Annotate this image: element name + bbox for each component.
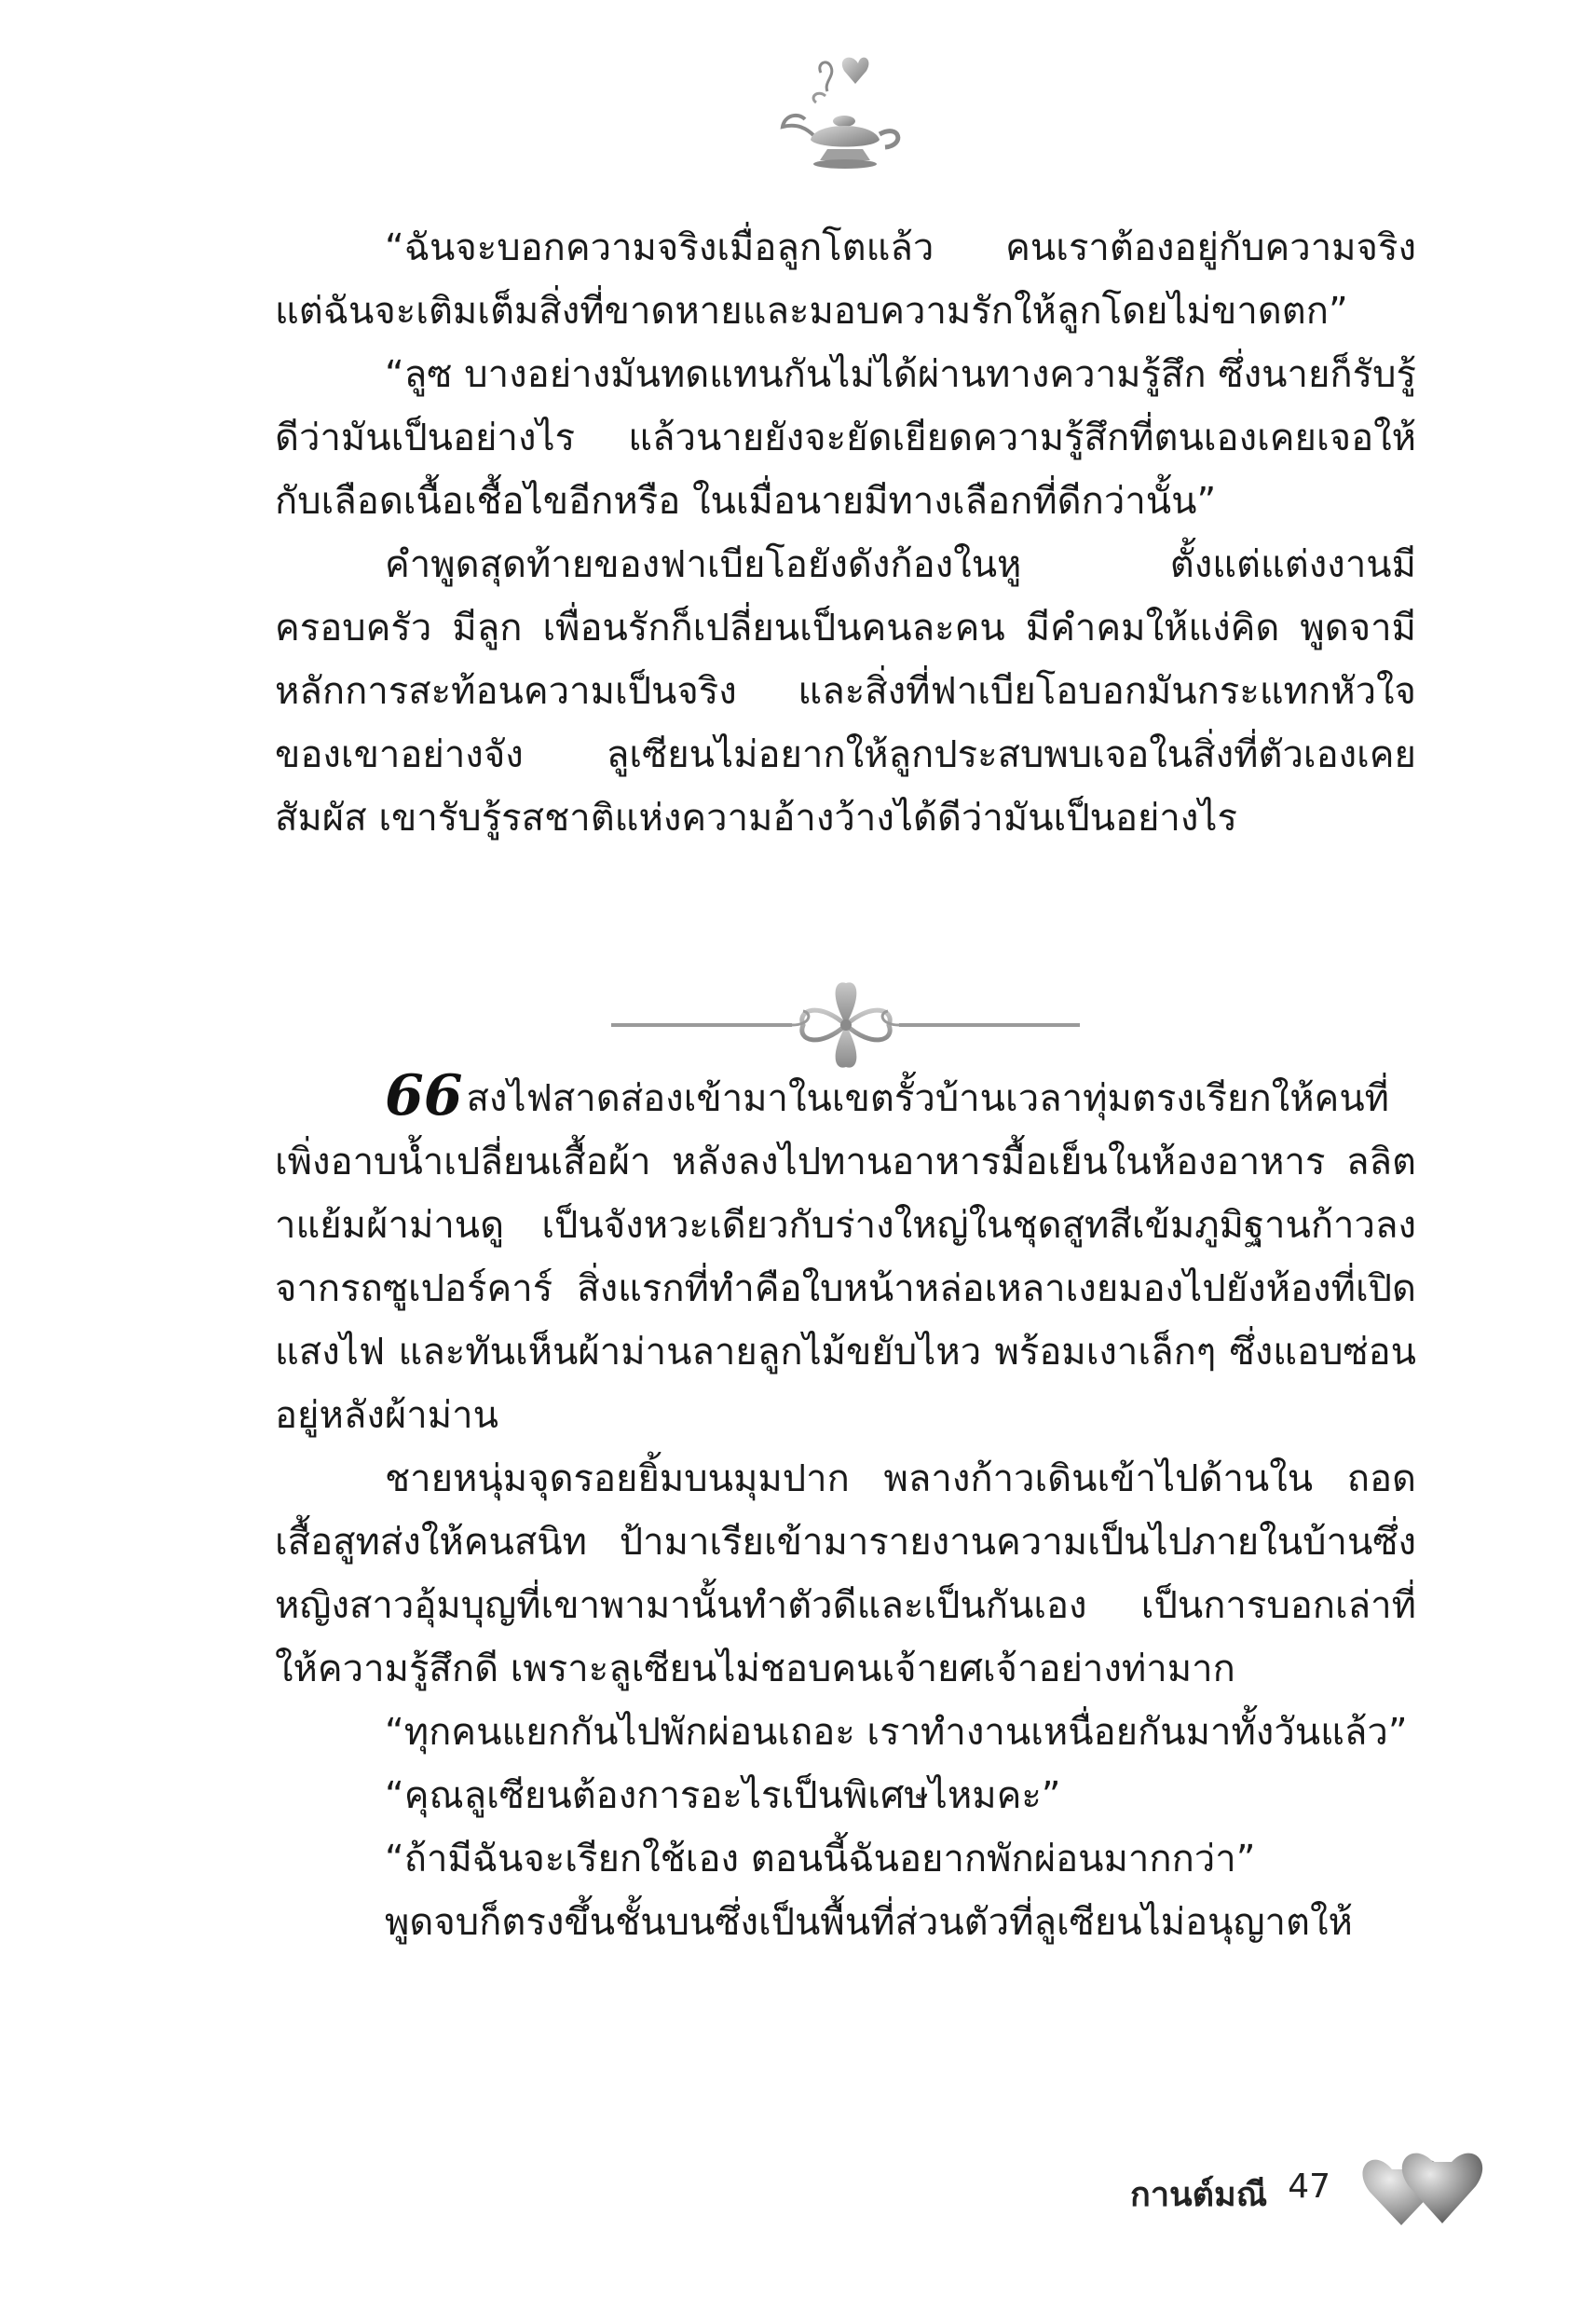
paragraph-text: สงไฟสาดส่องเข้ามาในเขตรั้วบ้านเวลาทุ่มตรงเรียกให้คนที่เพิ่งอาบน้ำเปลี่ยนเสื้อผ้า หลังลงไปทานอาหารมื้อเย็นในห้องอาหาร ลลิตาแย้มผ้าม่านดู เป็นจังหวะเดียวกับร่างใหญ่ในชุดสูทสีเข้มภูมิฐานก้าวลงจากรถซูเปอร์คาร์ สิ่งแรกที่ทำคือใบหน้าหล่อเหลาเงยมองไปยังห้องที่เปิดแสงไฟ และทันเห็นผ้าม่านลายลูกไม้ขยับไหว พร้อมเงาเล็กๆ ซึ่งแอบซ่อนอยู่หลังผ้าม่าน [275, 1077, 1416, 1437]
paragraph: “ลูซ บางอย่างมันทดแทนกันไม่ได้ผ่านทางความรู้สึก ซึ่งนายก็รับรู้ดีว่ามันเป็นอย่างไร แล้วนายยังจะยัดเยียดความรู้สึกที่ตนเองเคยเจอให้กับเลือดเนื้อเชื้อไขอีกหรือ ในเมื่อนายมีทางเลือกที่ดีกว่านั้น” [275, 353, 1416, 523]
paragraph: “ฉันจะบอกความจริงเมื่อลูกโตแล้ว คนเราต้องอยู่กับความจริง แต่ฉันจะเติมเต็มสิ่งที่ขาดหายและมอบความรักให้ลูกโดยไม่ขาดตก” [275, 226, 1416, 333]
book-title: กานต์มณี [1130, 2176, 1268, 2214]
paragraph: “ถ้ามีฉันจะเรียกใช้เอง ตอนนี้ฉันอยากพักผ่อนมากกว่า” [385, 1838, 1256, 1880]
page-footer [0, 2134, 1596, 2246]
paragraph: “คุณลูเซียนต้องการอะไรเป็นพิเศษไหมคะ” [385, 1774, 1061, 1817]
drop-quote-mark: 66 [385, 1063, 463, 1128]
text-block-bottom [275, 1063, 1416, 1954]
paragraph: คำพูดสุดท้ายของฟาเบียโอยังดังก้องในหู ตั้งแต่แต่งงานมีครอบครัว มีลูก เพื่อนรักก็เปลี่ยนเป็นคนละคน มีคำคมให้แง่คิด พูดจามีหลักการสะท้อนความเป็นจริง และสิ่งที่ฟาเบียโอบอกมันกระแทกหัวใจของเขาอย่างจัง ลูเซียนไม่อยากให้ลูกประสบพบเจอในสิ่งที่ตัวเองเคยสัมผัส เขารับรู้รสชาติแห่งความอ้างว้างได้ดีว่ามันเป็นอย่างไร [275, 543, 1416, 840]
paragraph: พูดจบก็ตรงขึ้นชั้นบนซึ่งเป็นพื้นที่ส่วนตัวที่ลูเซียนไม่อนุญาตให้ [385, 1901, 1353, 1944]
footer-label [1130, 2167, 1330, 2221]
paragraph: “ทุกคนแยกกันไปพักผ่อนเถอะ เราทำงานเหนื่อยกันมาทั้งวันแล้ว” [385, 1711, 1408, 1754]
text-block-top [275, 216, 1416, 850]
page-number: 47 [1288, 2167, 1330, 2206]
paragraph: ชายหนุ่มจุดรอยยิ้มบนมุมปาก พลางก้าวเดินเข้าไปด้านใน ถอดเสื้อสูทส่งให้คนสนิท ป้ามาเรียเข้ามารายงานความเป็นไปภายในบ้านซึ่งหญิงสาวอุ้มบุญที่เขาพามานั้นทำตัวดีและเป็นกันเอง เป็นการบอกเล่าที่ให้ความรู้สึกดี เพราะลูเซียนไม่ชอบคนเจ้ายศเจ้าอย่างท่ามาก [275, 1457, 1416, 1690]
genie-lamp-heart-icon [770, 54, 909, 175]
flourish-divider-icon [606, 974, 1085, 1076]
paragraph [275, 1063, 1416, 1447]
hearts-icon [1358, 2141, 1484, 2239]
